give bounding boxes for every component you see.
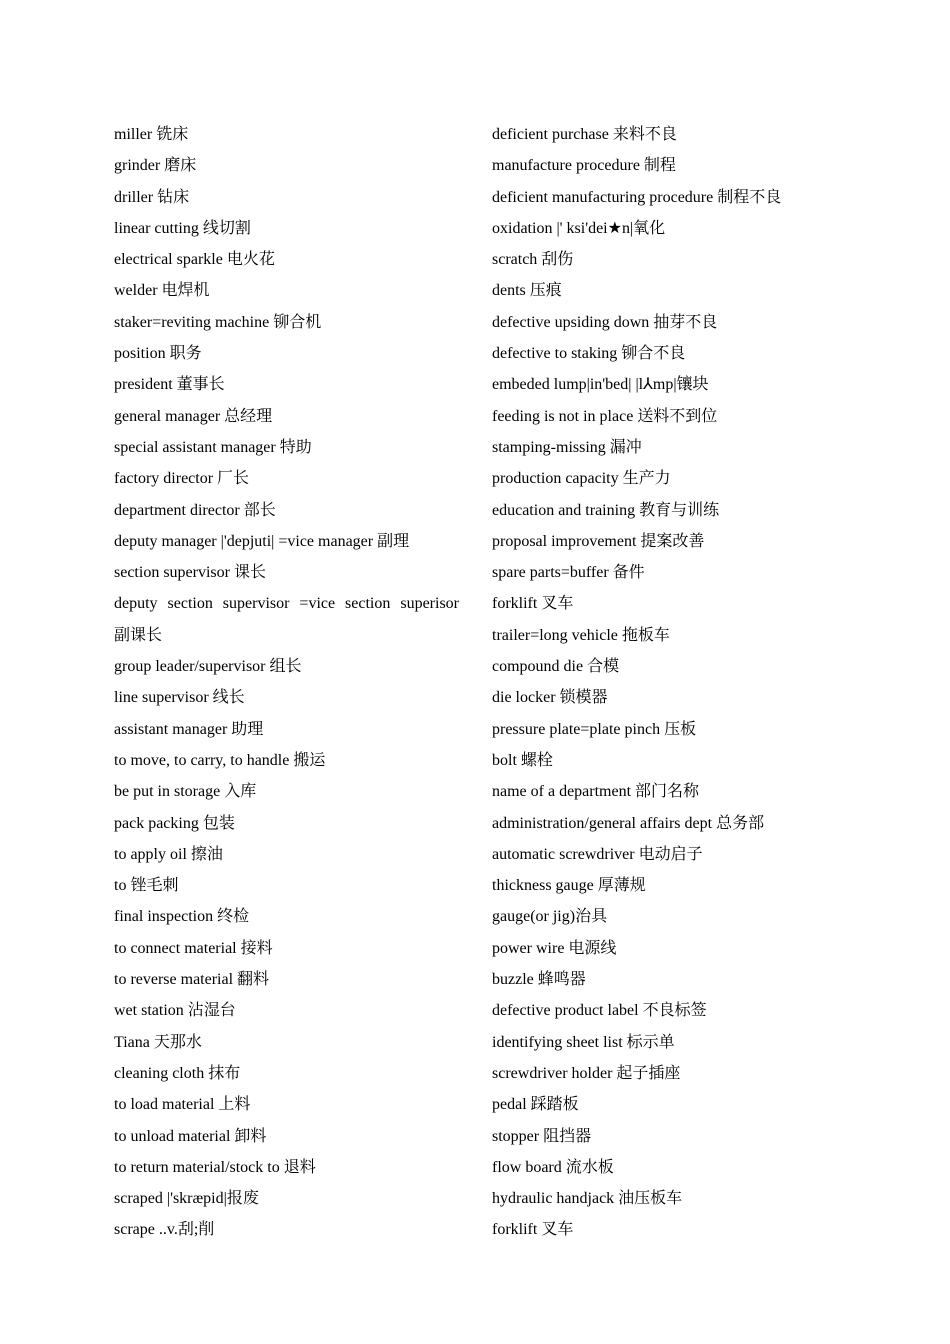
glossary-entry: miller 铣床 [114, 126, 189, 143]
glossary-entry: power wire 电源线 [492, 939, 617, 957]
glossary-entry: feeding is not in place 送料不到位 [492, 407, 718, 425]
glossary-entry: to move, to carry, to handle 搬运 [114, 751, 326, 769]
glossary-entry: defective upsiding down 抽芽不良 [492, 313, 718, 331]
glossary-entry: grinder 磨床 [114, 157, 197, 175]
glossary-entry: scraped |'skræpid|报废 [114, 1190, 259, 1208]
glossary-entry: proposal improvement 提案改善 [492, 532, 705, 550]
glossary-entry: flow board 流水板 [492, 1158, 614, 1176]
glossary-entry: manufacture procedure 制程 [492, 157, 676, 175]
glossary-entry: forklift 叉车 [492, 1221, 574, 1239]
glossary-entry: stamping-missing 漏冲 [492, 438, 642, 456]
glossary-entry: deputy manager |'depjuti| =vice manager 副理 [114, 532, 410, 550]
glossary-entry: be put in storage 入库 [114, 783, 257, 801]
glossary-entry: production capacity 生产力 [492, 470, 671, 488]
glossary-entry: deficient purchase 来料不良 [492, 126, 677, 143]
glossary-entry: Tiana 天那水 [114, 1033, 202, 1051]
glossary-entry: compound die 合模 [492, 658, 620, 676]
right-glossary-column [492, 119, 837, 1246]
glossary-entry: administration/general affairs dept 总务部 [492, 814, 765, 832]
glossary-entry: stopper 阻挡器 [492, 1127, 592, 1145]
glossary-entry: pressure plate=plate pinch 压板 [492, 720, 697, 738]
glossary-entry: president 董事长 [114, 376, 225, 394]
glossary-entry: electrical sparkle 电火花 [114, 251, 275, 269]
glossary-entry: die locker 锁模器 [492, 689, 608, 707]
glossary-entry: 副课长 [114, 626, 163, 644]
glossary-entry: scrape ..v.刮;削 [114, 1221, 215, 1239]
glossary-entry: bolt 螺栓 [492, 751, 553, 769]
glossary-entry: welder 电焊机 [114, 282, 210, 300]
glossary-entry: special assistant manager 特助 [114, 438, 312, 456]
glossary-entry: section supervisor 课长 [114, 564, 266, 582]
glossary-entry: linear cutting 线切割 [114, 219, 251, 237]
left-glossary-column [114, 119, 459, 1246]
glossary-entry: forklift 叉车 [492, 595, 574, 613]
glossary-entry: staker=reviting machine 铆合机 [114, 313, 322, 331]
glossary-entry: position 职务 [114, 345, 202, 363]
glossary-entry: cleaning cloth 抹布 [114, 1064, 241, 1082]
glossary-entry: gauge(or jig)治具 [492, 908, 608, 926]
glossary-entry: spare parts=buffer 备件 [492, 564, 645, 582]
glossary-entry: assistant manager 助理 [114, 720, 264, 738]
glossary-entry: embeded lump|in'bed| |l⅄mp|镶块 [492, 376, 709, 394]
glossary-entry: deputy section supervisor =vice section superisor [114, 595, 459, 613]
glossary-entry: deficient manufacturing procedure 制程不良 [492, 188, 782, 206]
glossary-entry: trailer=long vehicle 拖板车 [492, 626, 670, 644]
glossary-entry: group leader/supervisor 组长 [114, 658, 302, 676]
glossary-entry: to connect material 接料 [114, 939, 273, 957]
glossary-entry: to load material 上料 [114, 1096, 251, 1114]
glossary-entry: to apply oil 擦油 [114, 845, 223, 863]
glossary-entry: wet station 沾湿台 [114, 1002, 236, 1020]
glossary-entry: screwdriver holder 起子插座 [492, 1064, 681, 1082]
glossary-entry: pedal 踩踏板 [492, 1096, 579, 1114]
glossary-entry: factory director 厂长 [114, 470, 250, 488]
glossary-entry: to 锉毛刺 [114, 877, 179, 895]
glossary-entry: pack packing 包装 [114, 814, 235, 832]
glossary-entry: defective to staking 铆合不良 [492, 345, 686, 363]
glossary-entry: oxidation |' ksi'dei★n|氧化 [492, 219, 666, 237]
glossary-entry: thickness gauge 厚薄规 [492, 877, 646, 895]
glossary-entry: driller 钻床 [114, 188, 190, 206]
glossary-entry: name of a department 部门名称 [492, 783, 700, 801]
glossary-entry: automatic screwdriver 电动启子 [492, 845, 703, 863]
glossary-entry: hydraulic handjack 油压板车 [492, 1190, 683, 1208]
glossary-entry: final inspection 终检 [114, 908, 250, 926]
glossary-entry: department director 部长 [114, 501, 276, 519]
glossary-entry: identifying sheet list 标示单 [492, 1033, 675, 1051]
glossary-entry: scratch 刮伤 [492, 251, 574, 269]
glossary-entry: line supervisor 线长 [114, 689, 245, 707]
glossary-entry: general manager 总经理 [114, 407, 273, 425]
glossary-entry: buzzle 蜂鸣器 [492, 971, 586, 989]
glossary-entry: to return material/stock to 退料 [114, 1158, 316, 1176]
glossary-entry: dents 压痕 [492, 282, 562, 300]
glossary-entry: education and training 教育与训练 [492, 501, 720, 519]
glossary-entry: to unload material 卸料 [114, 1127, 267, 1145]
glossary-entry: to reverse material 翻料 [114, 971, 270, 989]
glossary-entry: defective product label 不良标签 [492, 1002, 707, 1020]
